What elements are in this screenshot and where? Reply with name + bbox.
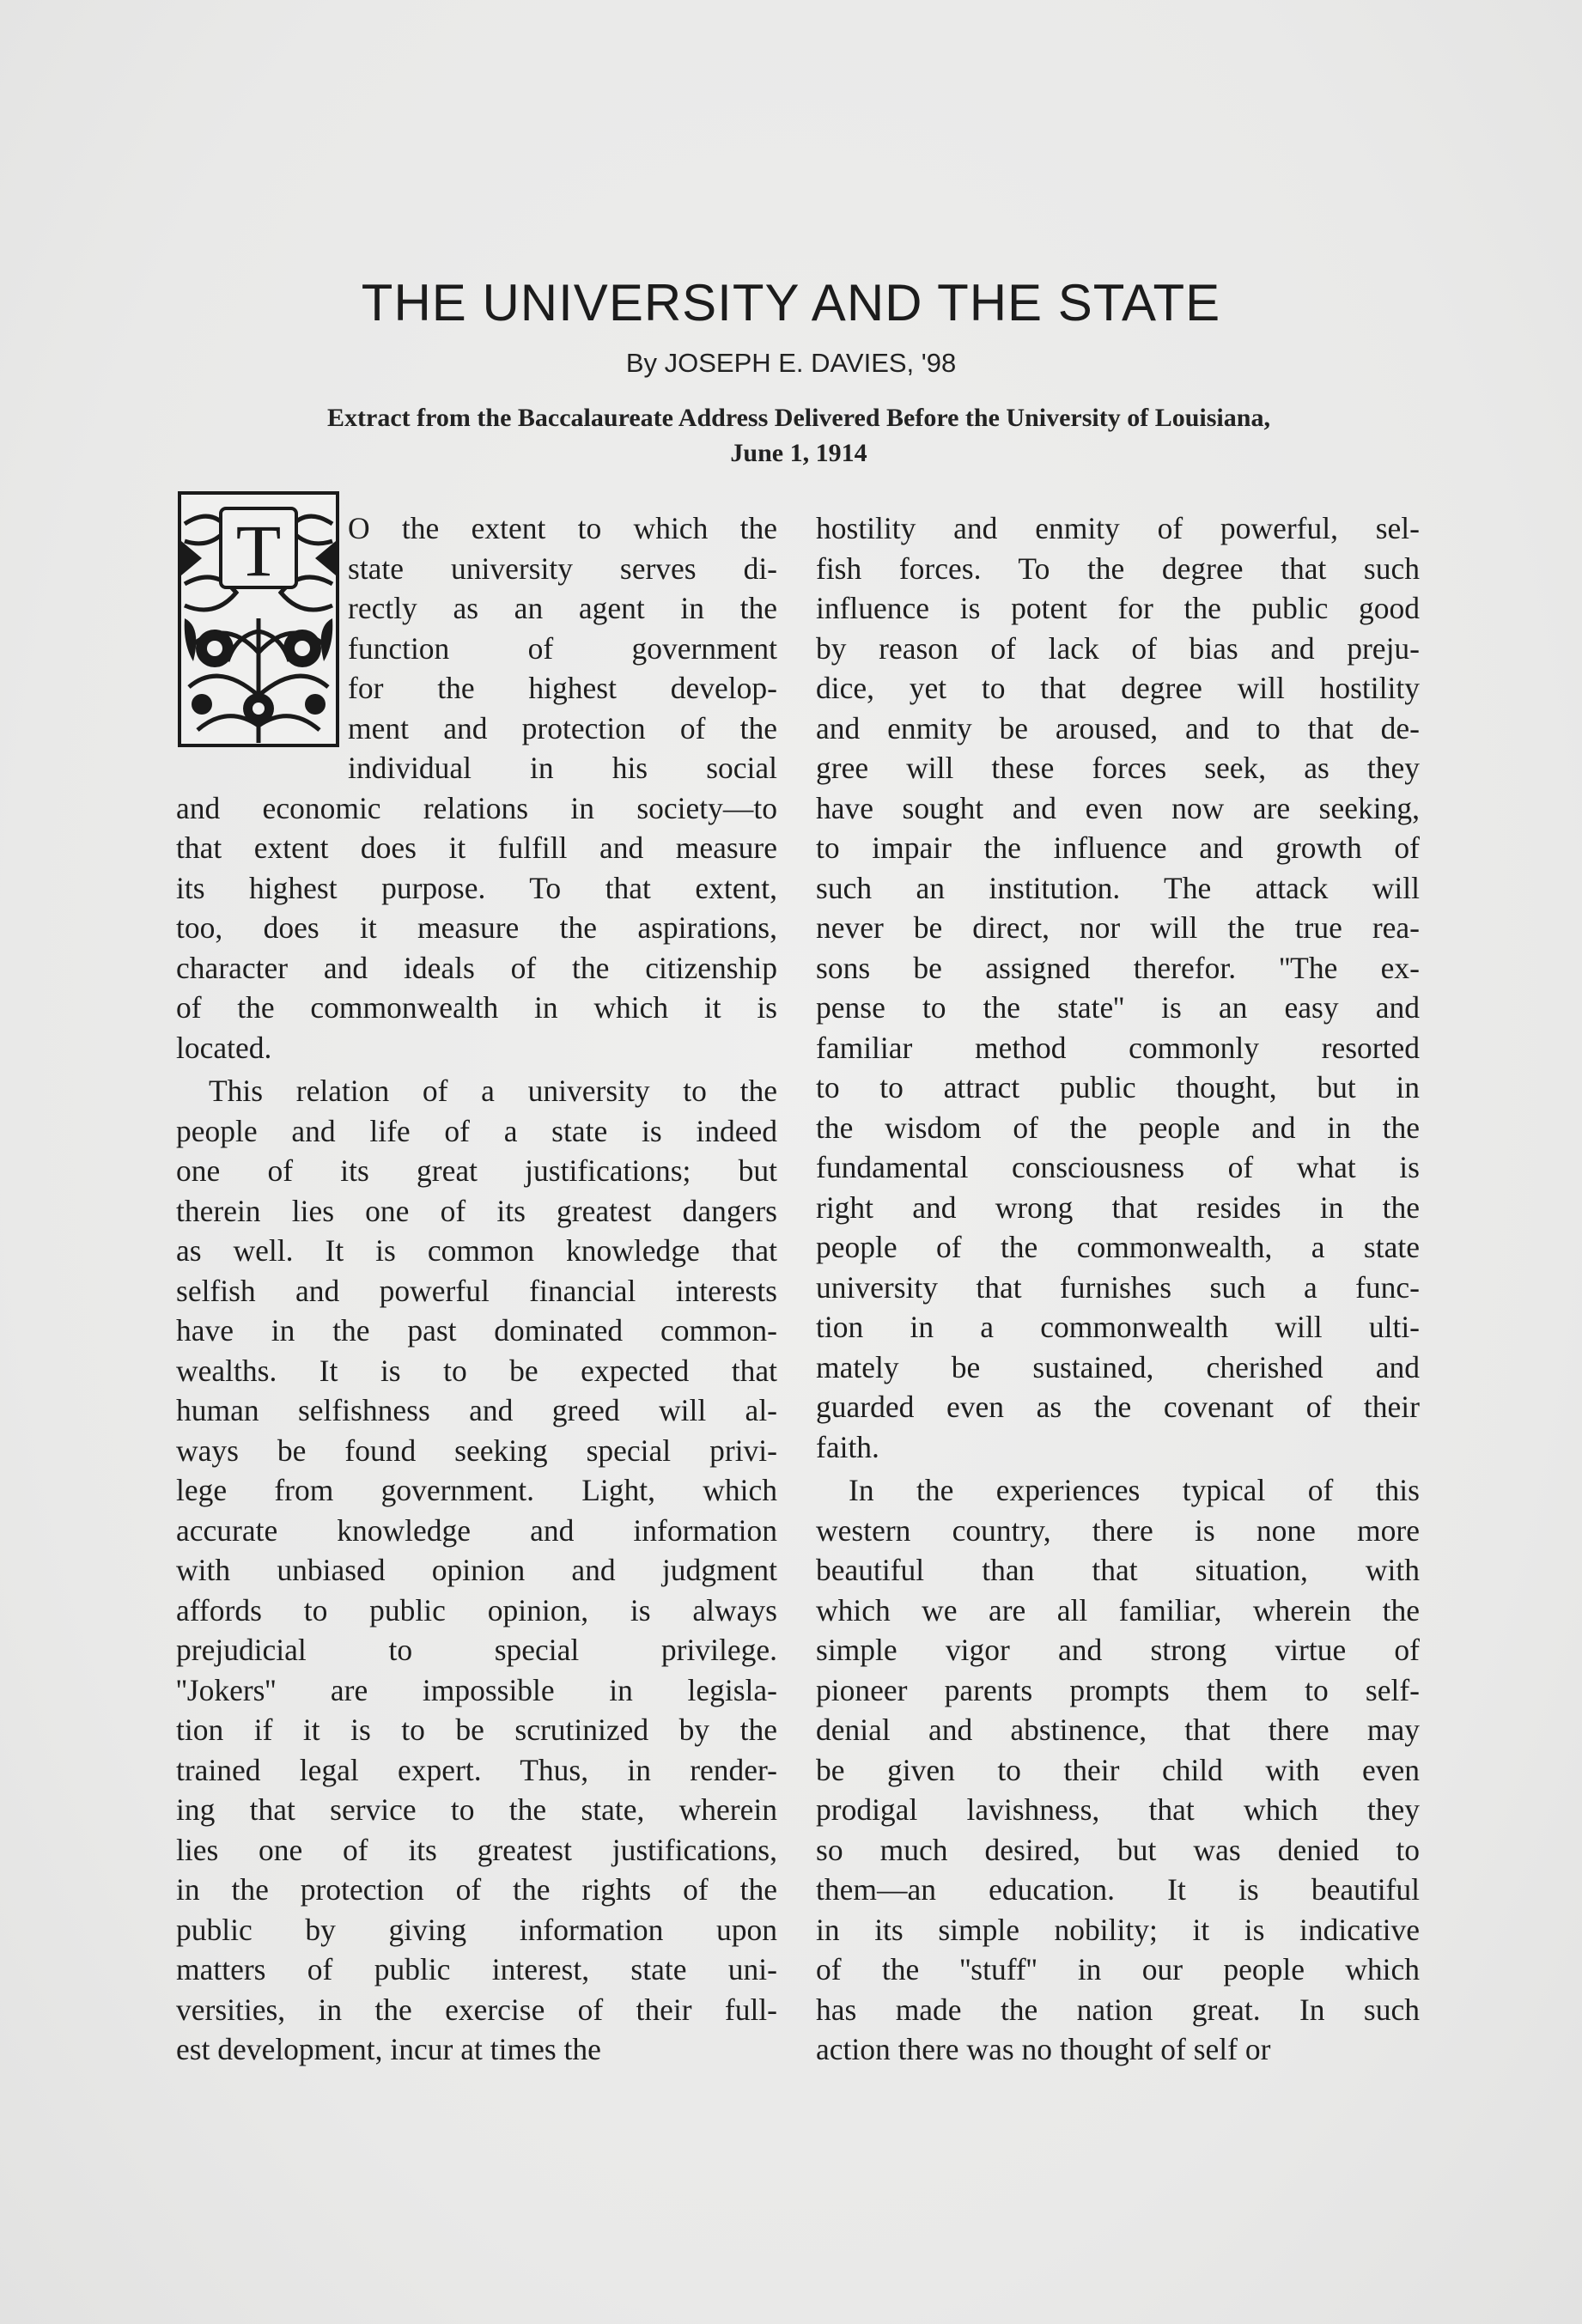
text-line: therein lies one of its greatest dangers — [176, 1193, 777, 1228]
text-line: never be direct, nor will the true rea- — [816, 910, 1420, 945]
text-line: beautiful than that situation, with — [816, 1553, 1420, 1587]
text-line: prejudicial to special privilege. — [176, 1633, 777, 1667]
text-line: lege from government. Light, which — [176, 1473, 777, 1507]
text-line: denial and abstinence, that there may — [816, 1713, 1420, 1747]
text-line: tion in a commonwealth will ulti- — [816, 1310, 1420, 1344]
text-line: trained legal expert. Thus, in render- — [176, 1752, 777, 1787]
text-line: ''Jokers'' are impossible in legisla- — [176, 1672, 777, 1707]
right-text-column — [816, 508, 1420, 2070]
text-line: individual in his social — [348, 751, 777, 785]
text-line: character and ideals of the citizenship — [176, 950, 777, 985]
text-line: for the highest develop- — [348, 671, 777, 705]
text-line: university that furnishes such a func- — [816, 1269, 1420, 1305]
text-line: them—an education. It is beautiful — [816, 1872, 1420, 1907]
text-line: This relation of a university to the — [209, 1074, 777, 1108]
text-line: have sought and even now are seeking, — [816, 790, 1420, 825]
text-line: that extent does it fulfill and measure — [176, 830, 777, 865]
text-line: and enmity be aroused, and to that de- — [816, 710, 1420, 745]
text-line: has made the nation great. In such — [816, 1992, 1420, 2027]
text-line: faith. — [816, 1429, 879, 1464]
text-line: function of government — [348, 630, 777, 666]
text-line: state university serves di- — [348, 551, 777, 586]
text-line: tion if it is to be scrutinized by the — [176, 1713, 777, 1747]
text-line: ing that service to the state, wherein — [176, 1792, 777, 1827]
text-line: pense to the state'' is an easy and — [816, 990, 1420, 1025]
text-line: with unbiased opinion and judgment — [176, 1553, 777, 1587]
text-line: fish forces. To the degree that such — [816, 551, 1420, 586]
text-line: which we are all familiar, wherein the — [816, 1592, 1420, 1627]
text-line: lies one of its greatest justifications, — [176, 1832, 777, 1867]
text-line: have in the past dominated common- — [176, 1313, 777, 1348]
article-title: THE UNIVERSITY AND THE STATE — [361, 274, 1221, 332]
text-line: the wisdom of the people and in the — [816, 1110, 1420, 1145]
text-line: people of the commonwealth, a state — [816, 1230, 1420, 1264]
text-line: simple vigor and strong virtue of — [816, 1633, 1420, 1667]
text-line: in its simple nobility; it is indicative — [816, 1912, 1420, 1947]
text-line: gree will these forces seek, as they — [816, 751, 1420, 785]
text-line: sons be assigned therefor. ''The ex- — [816, 950, 1420, 985]
text-line: and economic relations in society—to — [176, 790, 777, 825]
text-line: In the experiences typical of this — [849, 1473, 1420, 1507]
text-line: est development, incur at times the — [176, 2032, 601, 2066]
text-line: people and life of a state is indeed — [176, 1113, 777, 1148]
text-line: wealths. It is to be expected that — [176, 1353, 777, 1388]
text-line: ways be found seeking special privi- — [176, 1433, 777, 1468]
text-line: affords to public opinion, is always — [176, 1592, 777, 1627]
article-extract-note — [198, 400, 1400, 471]
text-line: as well. It is common knowledge that — [176, 1233, 777, 1268]
drop-cap-letter: T — [235, 509, 282, 592]
text-line: accurate knowledge and information — [176, 1512, 777, 1548]
text-line: matters of public interest, state uni- — [176, 1952, 777, 1986]
text-line: public by giving information upon — [176, 1912, 777, 1947]
text-line: pioneer parents prompts them to self- — [816, 1672, 1420, 1707]
extract-line-1: Extract from the Baccalaureate Address Delivered Before the University of Louisiana, — [327, 404, 1270, 432]
text-line: so much desired, but was denied to — [816, 1832, 1420, 1867]
text-line: be given to their child with even — [816, 1752, 1420, 1787]
text-line: ment and protection of the — [348, 710, 777, 745]
text-line: located. — [176, 1030, 272, 1065]
extract-line-2: June 1, 1914 — [730, 439, 867, 467]
text-line: such an institution. The attack will — [816, 870, 1420, 905]
text-line: to to attract public thought, but in — [816, 1070, 1420, 1104]
text-line: too, does it measure the aspirations, — [176, 910, 777, 945]
text-line: of the commonwealth in which it is — [176, 990, 777, 1025]
text-line: guarded even as the covenant of their — [816, 1390, 1420, 1424]
text-line: right and wrong that resides in the — [816, 1189, 1420, 1225]
text-line: of the ''stuff'' in our people which — [816, 1952, 1420, 1986]
text-line: to impair the influence and growth of — [816, 830, 1420, 865]
text-line: selfish and powerful financial interests — [176, 1273, 777, 1308]
text-line: prodigal lavishness, that which they — [816, 1792, 1420, 1827]
text-line: mately be sustained, cherished and — [816, 1349, 1420, 1384]
text-line: its highest purpose. To that extent, — [176, 870, 777, 905]
text-line: in the protection of the rights of the — [176, 1872, 777, 1907]
text-line: fundamental consciousness of what is — [816, 1150, 1420, 1184]
text-line: western country, there is none more — [816, 1512, 1420, 1548]
text-line: familiar method commonly resorted — [816, 1030, 1420, 1065]
left-text-column — [176, 508, 777, 2070]
text-line: hostility and enmity of powerful, sel- — [816, 511, 1420, 545]
text-line: action there was no thought of self or — [816, 2032, 1271, 2066]
text-line: by reason of lack of bias and preju- — [816, 630, 1420, 666]
text-line: rectly as an agent in the — [348, 591, 777, 625]
text-line: one of its great justifications; but — [176, 1153, 777, 1188]
text-line: versities, in the exercise of their full- — [176, 1992, 777, 2027]
article-byline: By JOSEPH E. DAVIES, '98 — [625, 348, 957, 378]
text-line: O the extent to which the — [348, 511, 777, 545]
text-line: dice, yet to that degree will hostility — [816, 671, 1420, 705]
text-line: human selfishness and greed will al- — [176, 1393, 777, 1427]
text-line: influence is potent for the public good — [816, 591, 1420, 625]
